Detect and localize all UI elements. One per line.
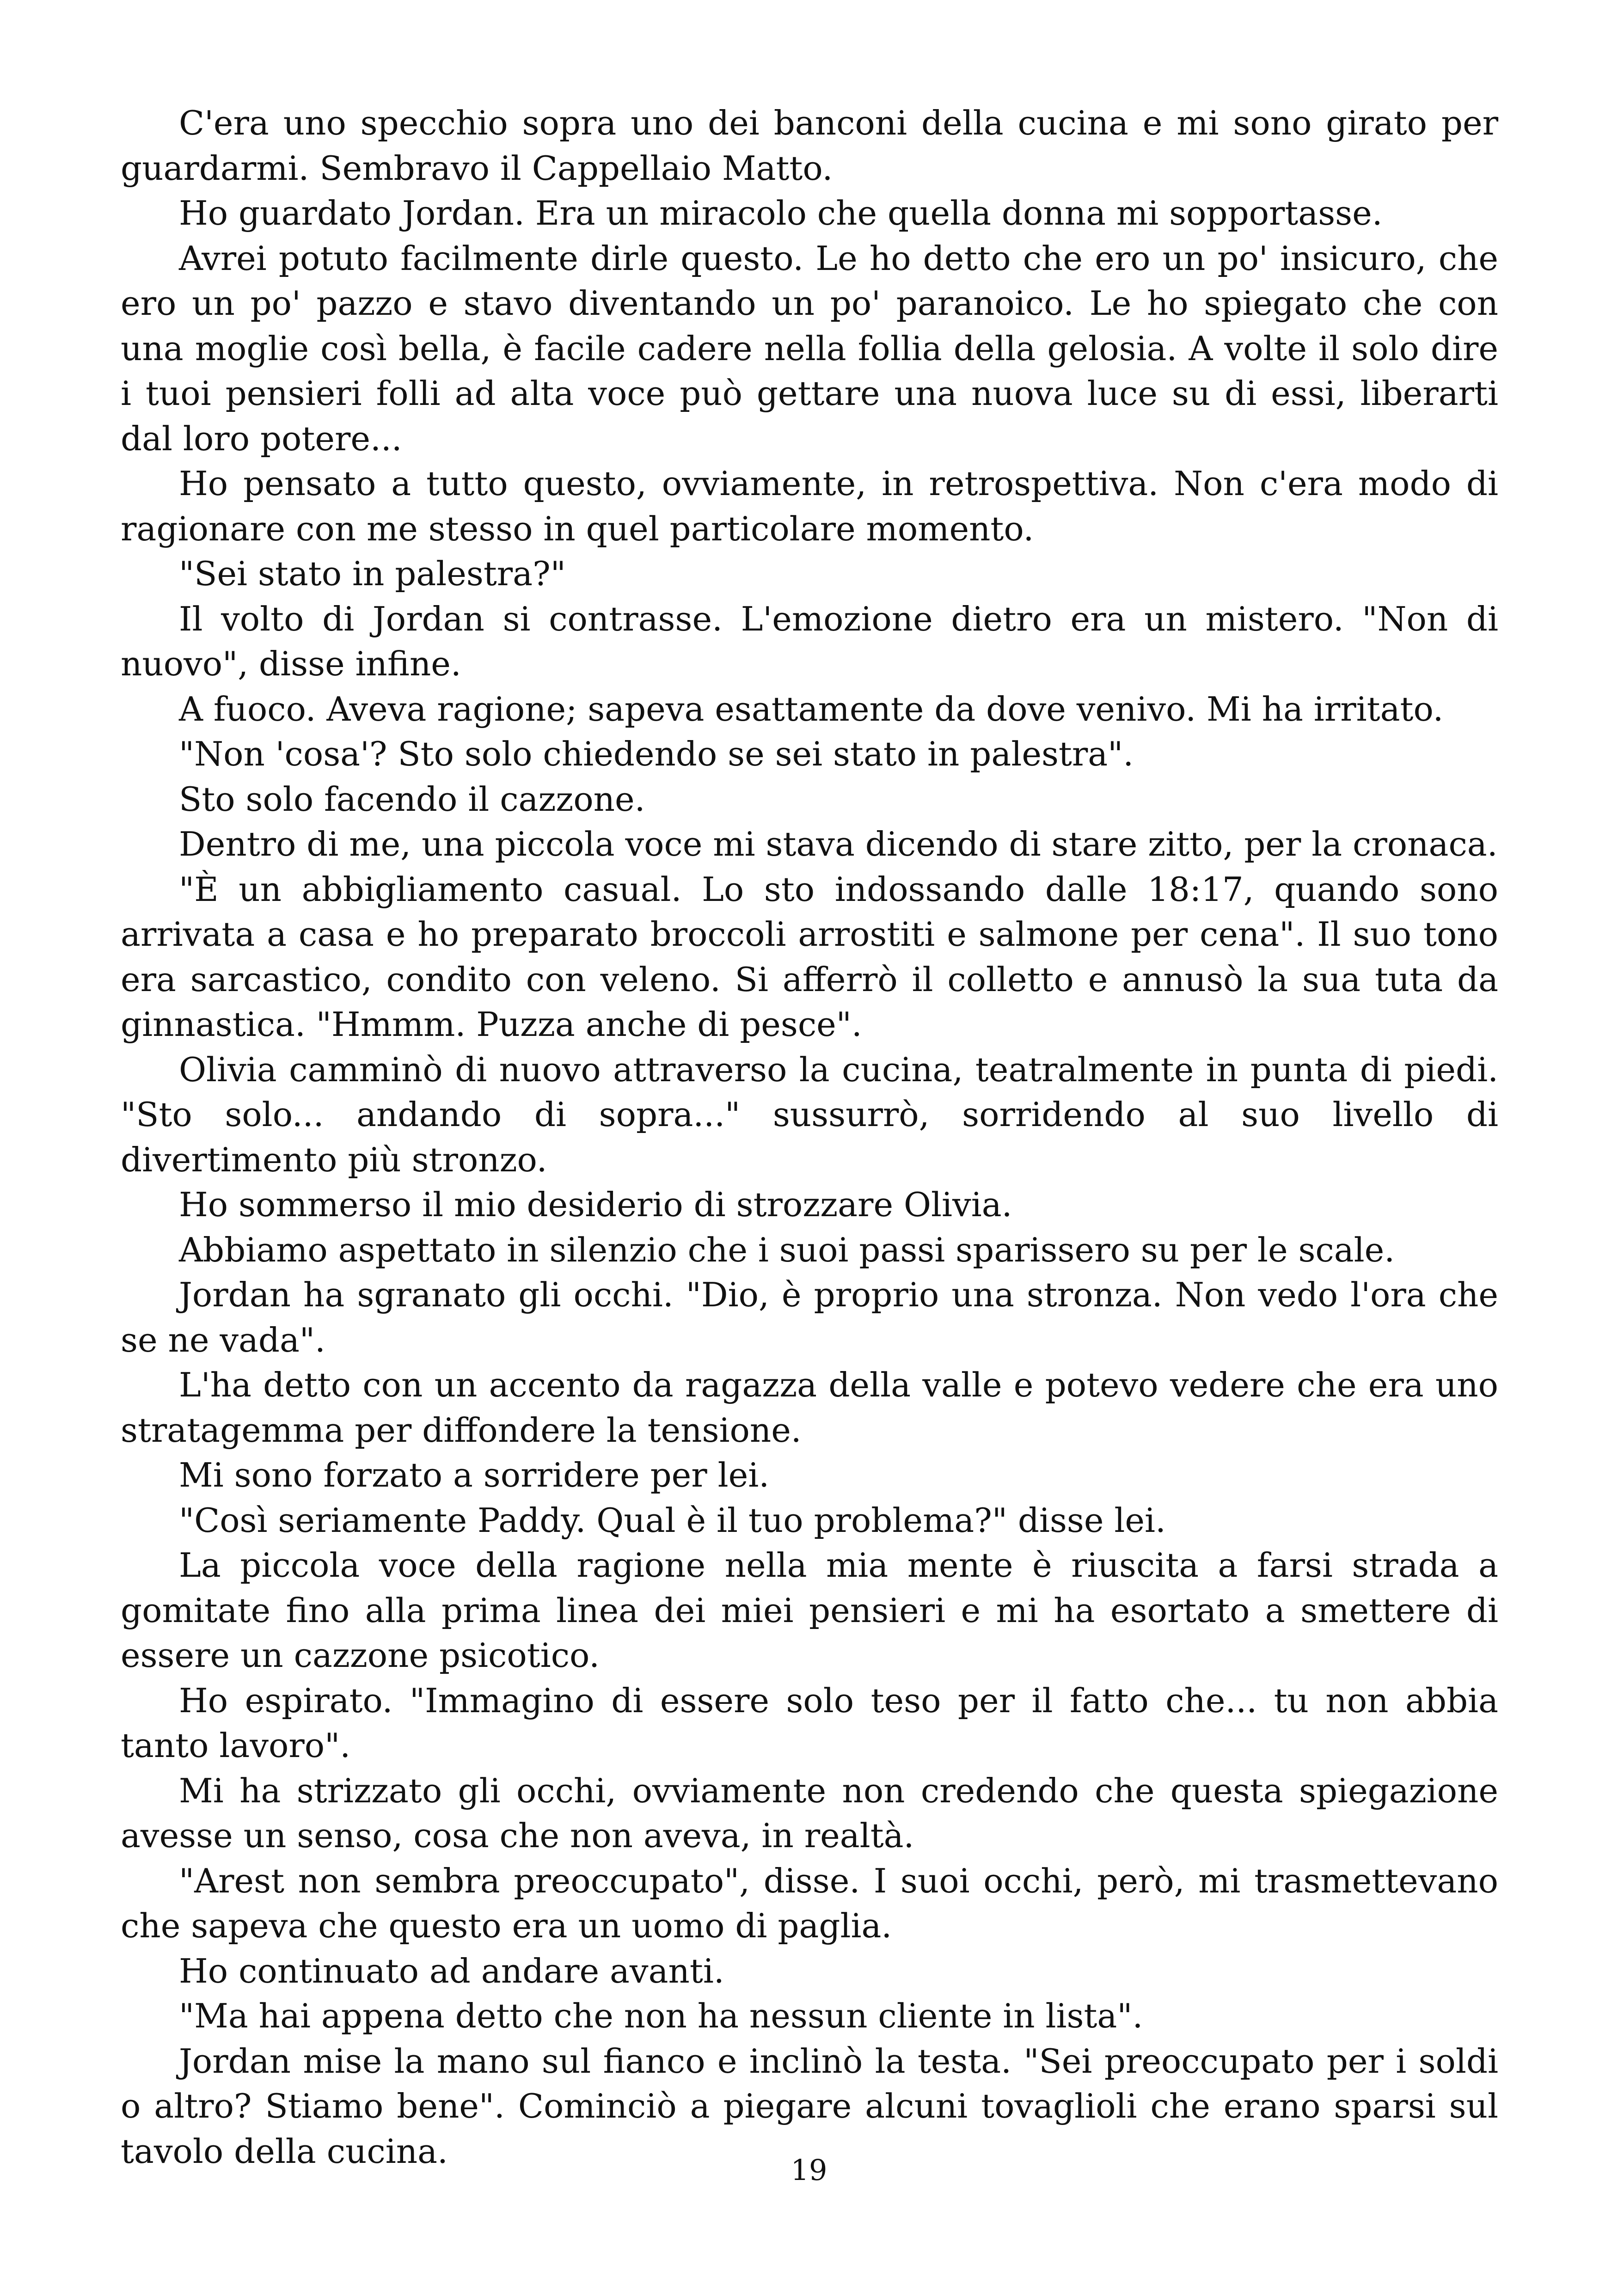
paragraph: Ho espirato. "Immagino di essere solo teso per il fatto che... tu non abbia tanto lavoro". (121, 1681, 1498, 1765)
paragraph: Ho pensato a tutto questo, ovviamente, in retrospettiva. Non c'era modo di ragionare con me stesso in quel particolare momento. (121, 464, 1498, 548)
paragraph: C'era uno specchio sopra uno dei banconi della cucina e mi sono girato per guardarmi. Sembravo il Cappellaio Matto. (121, 104, 1498, 188)
paragraph: La piccola voce della ragione nella mia mente è riuscita a farsi strada a gomitate fino alla prima linea dei miei pensieri e mi ha esortato a smettere di essere un cazzone psicotico. (121, 1546, 1498, 1675)
paragraph: Mi sono forzato a sorridere per lei. (179, 1456, 770, 1494)
paragraph: Avrei potuto facilmente dirle questo. Le ho detto che ero un po' insicuro, che ero un po' pazzo e stavo diventando un po' paranoico. Le ho spiegato che con una moglie così bella, è facile cadere nella follia della gelosia. A volte il solo dire i tuoi pensieri folli ad alta voce può gettare una nuova luce su di essi, liberarti dal loro potere... (121, 239, 1498, 458)
body-text (121, 101, 1498, 2174)
paragraph: A fuoco. Aveva ragione; sapeva esattamente da dove venivo. Mi ha irritato. (179, 689, 1444, 729)
paragraph: Ho continuato ad andare avanti. (179, 1951, 724, 1990)
paragraph: "Arest non sembra preoccupato", disse. I suoi occhi, però, mi trasmettevano che sapeva che questo era un uomo di paglia. (121, 1861, 1498, 1945)
paragraph: Abbiamo aspettato in silenzio che i suoi passi sparissero su per le scale. (179, 1230, 1395, 1269)
paragraph: "Non 'cosa'? Sto solo chiedendo se sei stato in palestra". (179, 735, 1134, 773)
paragraph: "Sei stato in palestra?" (179, 554, 566, 593)
paragraph: Olivia camminò di nuovo attraverso la cucina, teatralmente in punta di piedi. "Sto solo... andando di sopra..." sussurrò, sorridendo al suo livello di divertimento più stronzo. (121, 1050, 1498, 1179)
paragraph: Il volto di Jordan si contrasse. L'emozione dietro era un mistero. "Non di nuovo", disse infine. (121, 599, 1498, 683)
paragraph: "Ma hai appena detto che non ha nessun cliente in lista". (179, 1996, 1143, 2035)
paragraph: "È un abbigliamento casual. Lo sto indossando dalle 18:17, quando sono arrivata a casa e ho preparato broccoli arrostiti e salmone per cena". Il suo tono era sarcastico, condito con veleno. Si afferrò il colletto e annusò la sua tuta da ginnastica. "Hmmm. Puzza anche di pesce". (121, 869, 1498, 1044)
paragraph: Mi ha strizzato gli occhi, ovviamente non credendo che questa spiegazione avesse un senso, cosa che non aveva, in realtà. (121, 1771, 1498, 1855)
paragraph: Sto solo facendo il cazzone. (179, 779, 645, 819)
paragraph: Ho sommerso il mio desiderio di strozzare Olivia. (179, 1185, 1012, 1224)
page-number: 19 (791, 2153, 827, 2187)
paragraph: Ho guardato Jordan. Era un miracolo che quella donna mi sopportasse. (179, 194, 1383, 233)
paragraph: Jordan ha sgranato gli occhi. "Dio, è proprio una stronza. Non vedo l'ora che se ne vada". (121, 1275, 1498, 1359)
paragraph: "Così seriamente Paddy. Qual è il tuo problema?" disse lei. (179, 1500, 1166, 1540)
paragraph: Jordan mise la mano sul fianco e inclinò la testa. "Sei preoccupato per i soldi o altro? Stiamo bene". Cominciò a piegare alcuni tovaglioli che erano sparsi sul tavolo della cucina. (121, 2041, 1498, 2171)
paragraph: Dentro di me, una piccola voce mi stava dicendo di stare zitto, per la cronaca. (179, 825, 1498, 863)
paragraph: L'ha detto con un accento da ragazza della valle e potevo vedere che era uno stratagemma per diffondere la tensione. (121, 1365, 1498, 1450)
